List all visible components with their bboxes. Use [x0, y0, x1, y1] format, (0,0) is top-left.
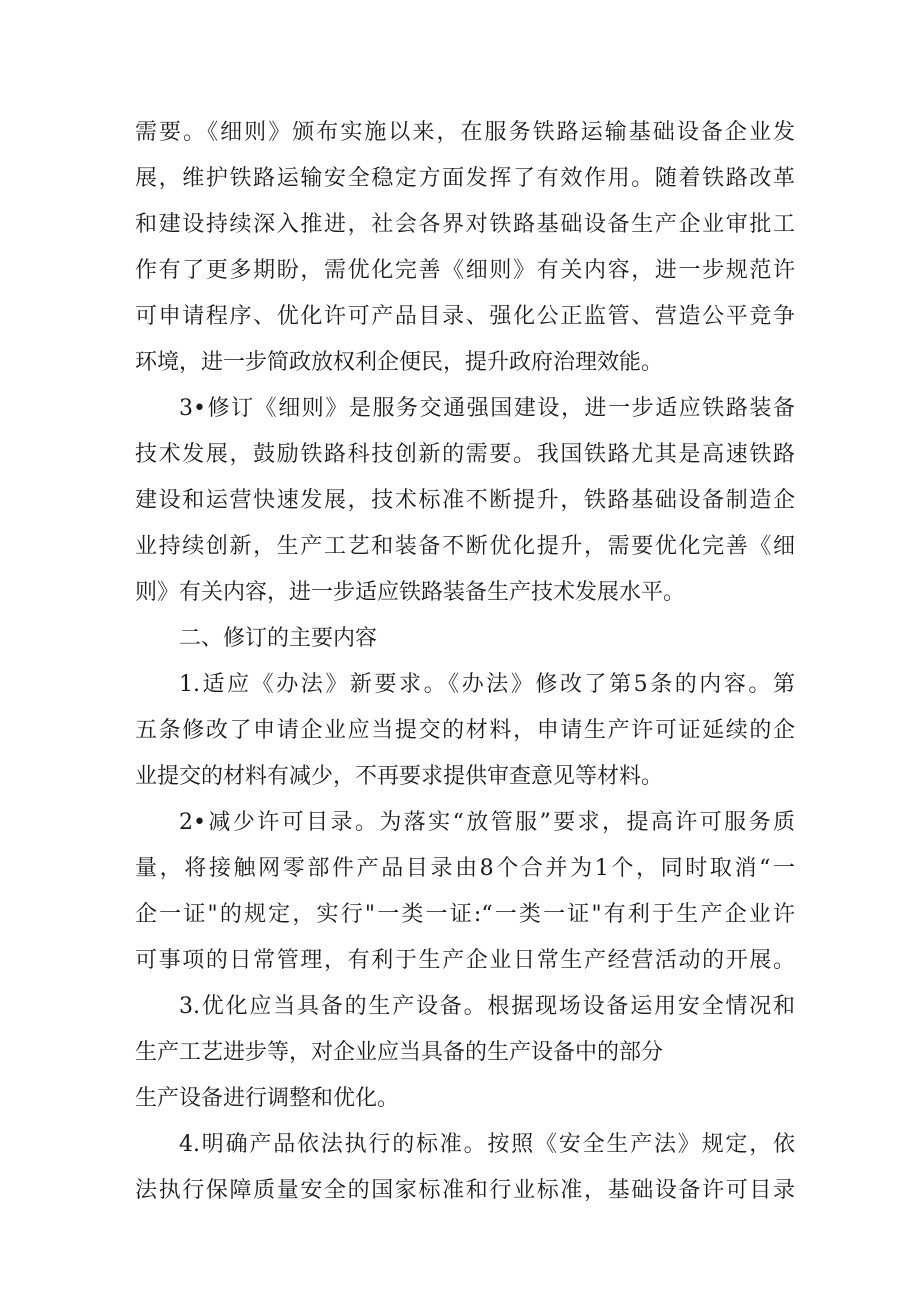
text-line: 展，维护铁路运输安全稳定方面发挥了有效作用。随着铁路改革 [135, 166, 795, 191]
text-line: 五条修改了申请企业应当提交的材料，申请生产许可证延续的企 [135, 718, 795, 743]
text-line: 需要。《细则》颁布实施以来，在服务铁路运输基础设备企业发 [135, 120, 795, 145]
text-line: 量，将接触网零部件产品目录由8个合并为1个，同时取消“一 [135, 856, 795, 881]
text-line: 技术发展，鼓励铁路科技创新的需要。我国铁路尤其是高速铁路 [135, 442, 795, 467]
text-line: 作有了更多期盼，需优化完善《细则》有关内容，进一步规范许 [135, 258, 795, 283]
text-line: 则》有关内容，进一步适应铁路装备生产技术发展水平。 [135, 580, 686, 605]
text-line: 可事项的日常管理，有利于生产企业日常生产经营活动的开展。 [135, 948, 795, 973]
text-line: 企一证"的规定，实行"一类一证:“一类一证"有利于生产企业许 [135, 902, 795, 927]
text-line: 3•修订《细则》是服务交通强国建设，进一步适应铁路装备 [179, 396, 795, 421]
document-body [135, 110, 795, 1214]
text-line: 法执行保障质量安全的国家标准和行业标准，基础设备许可目录 [135, 1178, 795, 1203]
text-line: 生产工艺进步等，对企业应当具备的生产设备中的部分 [135, 1040, 664, 1065]
text-line: 3.优化应当具备的生产设备。根据现场设备运用安全情况和 [179, 994, 795, 1019]
text-line: 业提交的材料有减少，不再要求提供审查意见等材料。 [135, 764, 664, 789]
text-line: 和建设持续深入推进，社会各界对铁路基础设备生产企业审批工 [135, 212, 795, 237]
text-line: 环境，进一步简政放权利企便民，提升政府治理效能。 [135, 350, 664, 375]
section-heading: 二、修订的主要内容 [179, 626, 378, 651]
text-line: 业持续创新，生产工艺和装备不断优化提升，需要优化完善《细 [135, 534, 795, 559]
text-line: 1.适应《办法》新要求。《办法》修改了第5条的内容。第 [179, 672, 795, 697]
text-line: 可申请程序、优化许可产品目录、强化公正监管、营造公平竞争 [135, 304, 795, 329]
text-line: 生产设备进行调整和优化。 [135, 1086, 400, 1111]
text-line: 4.明确产品依法执行的标准。按照《安全生产法》规定，依 [179, 1132, 795, 1157]
text-line: 2•减少许可目录。为落实“放管服”要求，提高许可服务质 [179, 810, 795, 835]
text-line: 建设和运营快速发展，技术标准不断提升，铁路基础设备制造企 [135, 488, 795, 513]
